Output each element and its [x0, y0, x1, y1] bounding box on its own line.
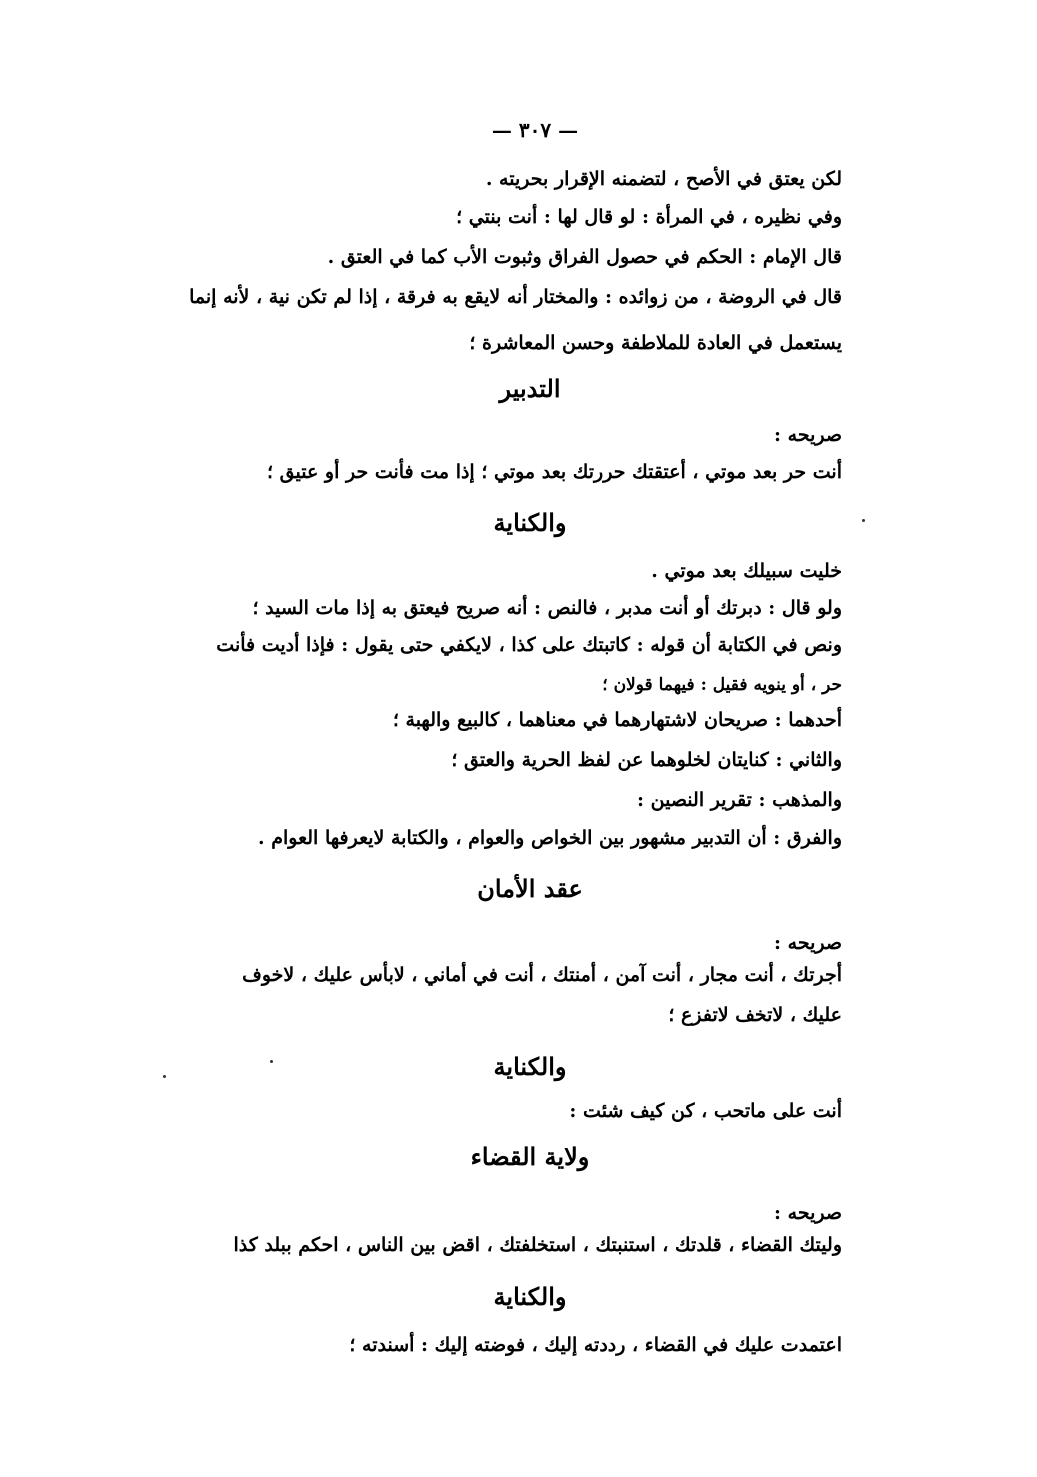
text-line: أحدهما : صريحان لاشتهارهما في معناهما ، كالبيع والهبة ؛ — [392, 709, 842, 731]
text-line: يستعمل في العادة للملاطفة وحسن المعاشرة ؛ — [469, 332, 842, 354]
text-line: عليك ، لاتخف لاتفزع ؛ — [668, 1004, 842, 1026]
text-line: صريحه : — [774, 1202, 842, 1224]
section-heading: والكناية — [493, 1282, 567, 1311]
text-line: ولو قال : دبرتك أو أنت مدبر ، فالنص : أنه صريح فيعتق به إذا مات السيد ؛ — [252, 597, 842, 619]
text-line: أنت حر بعد موتي ، أعتقتك حررتك بعد موتي ؛ إذا مت فأنت حر أو عتيق ؛ — [266, 461, 842, 483]
scan-speck — [862, 519, 865, 522]
text-line: والمذهب : تقرير النصين : — [637, 789, 842, 811]
text-line: والفرق : أن التدبير مشهور بين الخواص والعوام ، والكتابة لايعرفها العوام . — [258, 827, 842, 849]
section-heading: ولاية القضاء — [470, 1142, 590, 1171]
section-heading: والكناية — [493, 1052, 567, 1081]
text-line: وليتك القضاء ، قلدتك ، استنبتك ، استخلفتك ، اقض بين الناس ، احكم ببلد كذا — [233, 1234, 842, 1256]
scan-speck — [163, 1075, 166, 1078]
text-line: حر ، أو ينويه فقيل : فيهما قولان ؛ — [602, 675, 842, 695]
text-line: خليت سبيلك بعد موتي . — [651, 560, 842, 582]
text-line: صريحه : — [774, 932, 842, 954]
text-line: وفي نظيره ، في المرأة : لو قال لها : أنت بنتي ؛ — [456, 206, 842, 228]
section-heading: التدبير — [499, 374, 561, 403]
text-line: أنت على ماتحب ، كن كيف شئت : — [569, 1100, 842, 1122]
section-heading: والكناية — [493, 508, 567, 537]
text-line: والثاني : كنايتان لخلوهما عن لفظ الحرية والعتق ؛ — [451, 749, 842, 771]
scan-speck — [270, 1060, 273, 1063]
text-line: قال في الروضة ، من زوائده : والمختار أنه لايقع به فرقة ، إذا لم تكن نية ، لأنه إنما — [189, 286, 842, 308]
text-line: لكن يعتق في الأصح ، لتضمنه الإقرار بحريته . — [485, 168, 842, 190]
section-heading: عقد الأمان — [477, 874, 583, 903]
page-number: — ٣٠٧ — — [491, 118, 579, 142]
text-line: اعتمدت عليك في القضاء ، رددته إليك ، فوضته إليك : أسندته ؛ — [349, 1334, 842, 1356]
text-line: ونص في الكتابة أن قوله : كاتبتك على كذا ، لايكفي حتى يقول : فإذا أديت فأنت — [216, 634, 842, 656]
text-line: صريحه : — [774, 424, 842, 446]
text-line: قال الإمام : الحكم في حصول الفراق وثبوت الأب كما في العتق . — [327, 246, 842, 268]
text-line: أجرتك ، أنت مجار ، أنت آمن ، أمنتك ، أنت في أماني ، لابأس عليك ، لاخوف — [242, 964, 842, 986]
